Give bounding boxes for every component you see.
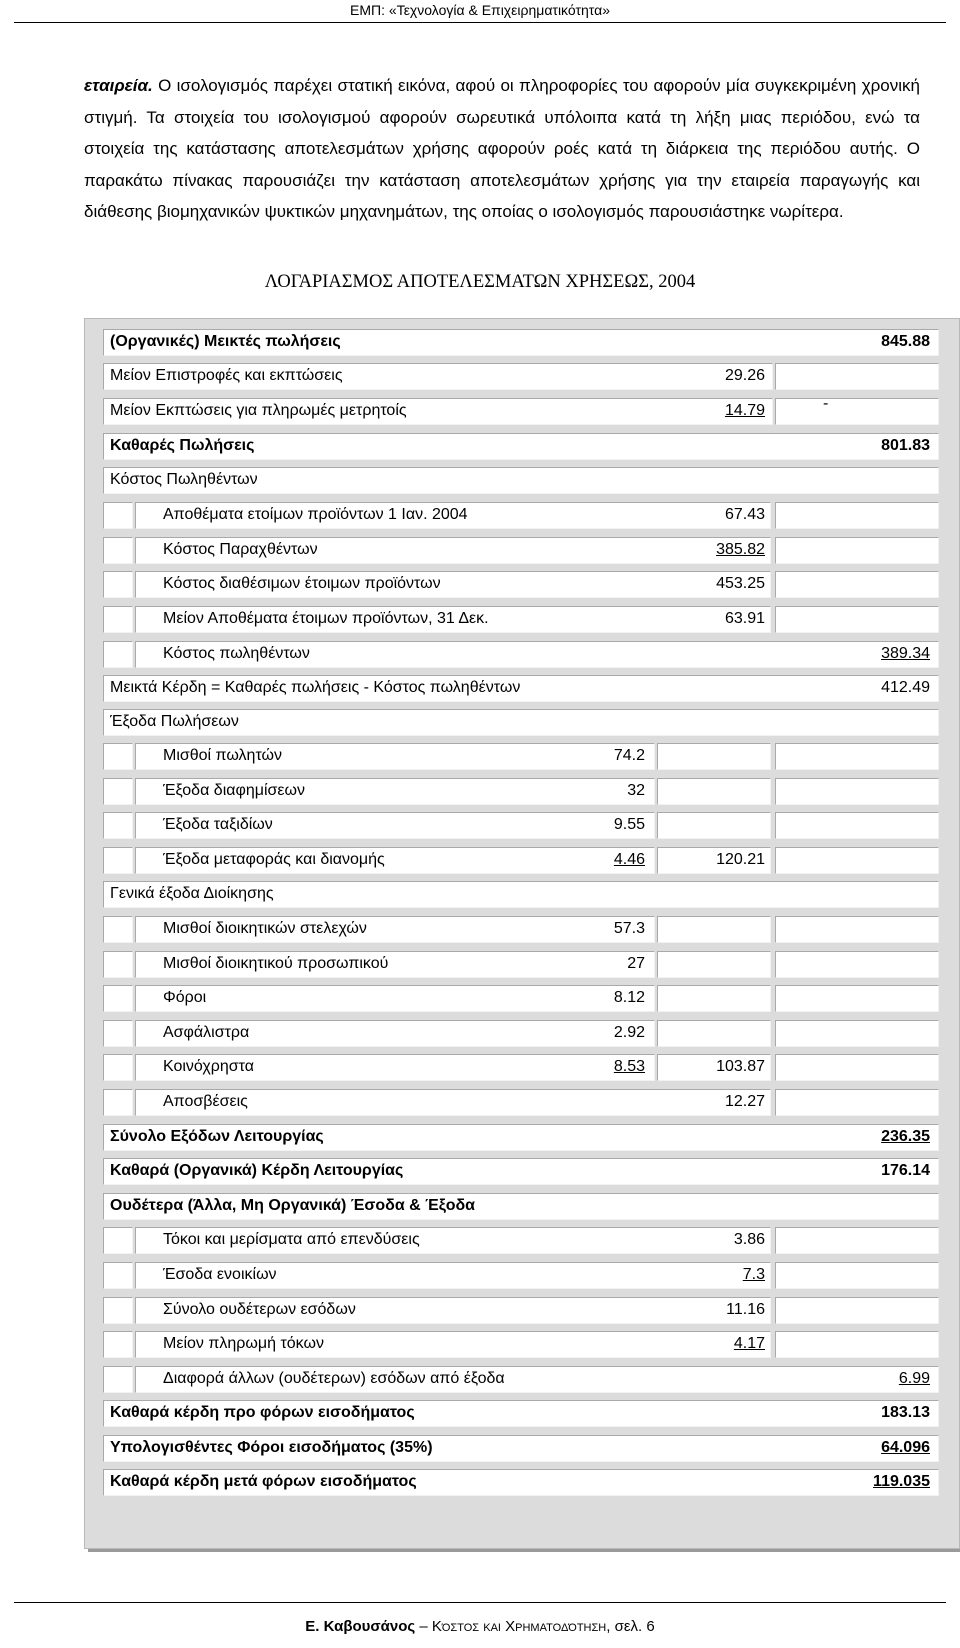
page-footer xyxy=(0,1618,960,1635)
value-subtotal: 453.25 xyxy=(716,575,765,592)
table-row xyxy=(85,329,960,356)
table-row xyxy=(85,502,960,529)
table-row xyxy=(85,1054,960,1081)
value-total: 236.35 xyxy=(881,1128,930,1145)
row-label: Καθαρές Πωλήσεις xyxy=(110,437,255,454)
table-row xyxy=(85,1435,960,1462)
table-row xyxy=(85,433,960,460)
value-subtotal: 29.26 xyxy=(724,367,765,384)
table-row xyxy=(85,1193,960,1220)
row-label: Μείον πληρωμή τόκων xyxy=(163,1335,324,1352)
row-label: Ασφάλιστρα xyxy=(163,1024,250,1041)
value-subtotal: 7.3 xyxy=(742,1266,765,1283)
row-label: Έξοδα Πωλήσεων xyxy=(110,713,239,730)
value-subtotal: 11.16 xyxy=(726,1301,765,1318)
value-total: 845.88 xyxy=(881,333,930,350)
row-label: Μισθοί διοικητικών στελεχών xyxy=(163,920,367,937)
table-row xyxy=(85,1297,960,1324)
value-item: 9.55 xyxy=(613,816,645,833)
row-label: Διαφορά άλλων (ουδέτερων) εσόδων από έξοδα xyxy=(163,1370,505,1387)
row-label: Καθαρά κέρδη προ φόρων εισοδήματος xyxy=(110,1404,415,1421)
subtraction-dash: - xyxy=(823,395,829,412)
table-row xyxy=(85,1227,960,1254)
value-subtotal: 120.21 xyxy=(716,851,765,868)
value-subtotal: 63.91 xyxy=(724,610,765,627)
row-label: Σύνολο Εξόδων Λειτουργίας xyxy=(110,1128,324,1145)
row-label: Μείον Εκπτώσεις για πληρωμές μετρητοίς xyxy=(110,402,407,419)
row-label: Κόστος Πωληθέντων xyxy=(110,471,258,488)
value-total: 119.035 xyxy=(873,1473,930,1490)
value-item: 74.2 xyxy=(613,747,645,764)
value-total: 412.49 xyxy=(881,679,930,696)
row-label: Γενικά έξοδα Διοίκησης xyxy=(110,885,274,902)
row-label: Υπολογισθέντες Φόροι εισοδήματος (35%) xyxy=(110,1439,433,1456)
table-row xyxy=(85,847,960,874)
row-label: Μισθοί πωλητών xyxy=(163,747,283,764)
row-label: Φόροι xyxy=(163,989,207,1006)
value-item: 8.53 xyxy=(613,1058,645,1075)
row-label: Αποθέματα ετοίμων προϊόντων 1 Ιαν. 2004 xyxy=(163,506,468,523)
table-row xyxy=(85,363,960,390)
value-item: 4.46 xyxy=(613,851,645,868)
footer-dash: – xyxy=(415,1618,432,1635)
intro-paragraph xyxy=(84,70,920,228)
row-label: Έσοδα ενοικίων xyxy=(163,1266,277,1283)
value-subtotal: 67.43 xyxy=(724,506,765,523)
footer-rule xyxy=(14,1602,946,1603)
value-total: 183.13 xyxy=(881,1404,930,1421)
table-row xyxy=(85,606,960,633)
table-row xyxy=(85,1400,960,1427)
table-row xyxy=(85,778,960,805)
row-label: Καθαρά (Οργανικά) Κέρδη Λειτουργίας xyxy=(110,1162,404,1179)
table-row xyxy=(85,812,960,839)
row-label: Έξοδα μεταφοράς και διανομής xyxy=(163,851,385,868)
value-item: 8.12 xyxy=(613,989,645,1006)
table-row xyxy=(85,1366,960,1393)
table-row xyxy=(85,743,960,770)
value-item: 57.3 xyxy=(613,920,645,937)
value-item: 32 xyxy=(627,782,645,799)
income-statement-table xyxy=(84,318,960,1549)
table-row xyxy=(85,1124,960,1151)
value-total: 389.34 xyxy=(881,645,930,662)
value-subtotal: 12.27 xyxy=(724,1093,765,1110)
value-total: 176.14 xyxy=(881,1162,930,1179)
table-row xyxy=(85,1158,960,1185)
table-row xyxy=(85,1089,960,1116)
table-row xyxy=(85,951,960,978)
row-label: Μεικτά Κέρδη = Καθαρές πωλήσεις - Κόστος πωληθέντων xyxy=(110,679,521,696)
footer-author: Ε. Καβουσάνος xyxy=(305,1618,416,1635)
paragraph-lead: εταιρεία. xyxy=(84,76,153,95)
row-label: Ουδέτερα (Άλλα, Μη Οργανικά) Έσοδα & Έξοδα xyxy=(110,1197,476,1214)
table-row xyxy=(85,881,960,908)
row-label: Κόστος πωληθέντων xyxy=(163,645,310,662)
row-label: Μείον Αποθέματα έτοιμων προϊόντων, 31 Δεκ. xyxy=(163,610,489,627)
header-rule xyxy=(14,22,946,23)
header-title: ΕΜΠ: «Τεχνολογία & Επιχειρηματικότητα» xyxy=(350,2,610,18)
value-subtotal: 3.86 xyxy=(733,1231,765,1248)
row-label: Σύνολο ουδέτερων εσόδων xyxy=(163,1301,356,1318)
value-subtotal: 14.79 xyxy=(724,402,765,419)
value-total: 6.99 xyxy=(898,1370,930,1387)
table-row xyxy=(85,985,960,1012)
table-row xyxy=(85,709,960,736)
table-row xyxy=(85,1020,960,1047)
row-label: Έξοδα ταξιδίων xyxy=(163,816,273,833)
row-label: Κοινόχρηστα xyxy=(163,1058,255,1075)
row-label: (Οργανικές) Μεικτές πωλήσεις xyxy=(110,333,341,350)
table-row xyxy=(85,675,960,702)
table-row xyxy=(85,537,960,564)
table-row xyxy=(85,398,960,425)
table-row xyxy=(85,916,960,943)
table-row xyxy=(85,467,960,494)
row-label: Μείον Επιστροφές και εκπτώσεις xyxy=(110,367,343,384)
table-row xyxy=(85,571,960,598)
row-label: Καθαρά κέρδη μετά φόρων εισοδήματος xyxy=(110,1473,417,1490)
value-subtotal: 385.82 xyxy=(716,541,765,558)
row-label: Αποσβέσεις xyxy=(163,1093,248,1110)
table-row xyxy=(85,1469,960,1496)
row-label: Τόκοι και μερίσματα από επενδύσεις xyxy=(163,1231,420,1248)
value-item: 2.92 xyxy=(613,1024,645,1041)
table-row xyxy=(85,1331,960,1358)
value-item: 27 xyxy=(627,955,645,972)
row-label: Έξοδα διαφημίσεων xyxy=(163,782,306,799)
paragraph-text: Ο ισολογισμός παρέχει στατική εικόνα, αφού οι πληροφορίες του αφορούν μία συγκεκριμένη χρονική στιγμή. Τα στοιχεία του ισολογισμού αφορούν σωρευτικά υπόλοιπα κατά τη λήξη μιας περιόδου, ενώ τα στοιχεία της κατάστασης αποτελεσμάτων χρήσης αφορούν ροές κατά τη διάρκεια της περιόδου αυτής. Ο παρακάτω πίνακας παρουσιάζει την κατάσταση αποτελεσμάτων χρήσης για την εταιρεία παραγωγής και διάθεσης βιομηχανικών ψυκτικών μηχανημάτων, της οποίας ο ισολογισμός παρουσιάστηκε νωρίτερα. xyxy=(84,76,920,221)
table-row xyxy=(85,641,960,668)
row-label: Κόστος διαθέσιμων έτοιμων προϊόντων xyxy=(163,575,441,592)
row-label: Μισθοί διοικητικού προσωπικού xyxy=(163,955,389,972)
footer-topic: Κόστος και Χρηματοδότηση xyxy=(431,1618,607,1635)
row-label: Κόστος Παραχθέντων xyxy=(163,541,318,558)
table-title: ΛΟΓΑΡΙΑΣΜΟΣ ΑΠΟΤΕΛΕΣΜΑΤΩΝ ΧΡΗΣΕΩΣ, 2004 xyxy=(264,272,696,292)
footer-page: , σελ. 6 xyxy=(606,1618,655,1635)
value-total: 801.83 xyxy=(881,437,930,454)
value-subtotal: 103.87 xyxy=(716,1058,765,1075)
value-total: 64.096 xyxy=(881,1439,930,1456)
page-header xyxy=(0,0,960,26)
value-subtotal: 4.17 xyxy=(733,1335,765,1352)
table-row xyxy=(85,1262,960,1289)
